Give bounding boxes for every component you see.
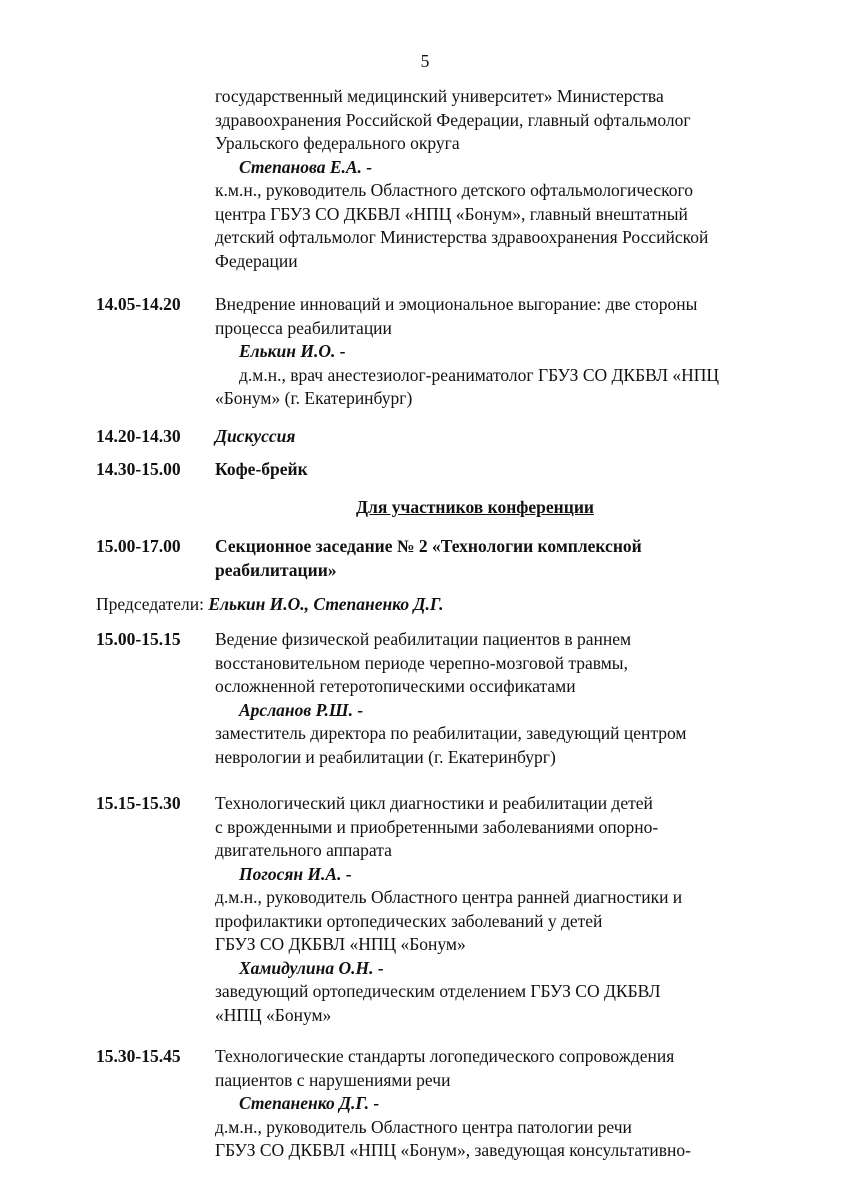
speaker-info-line: заместитель директора по реабилитации, заведующий центром <box>215 723 687 743</box>
coffee-break-title: Кофе-брейк <box>215 459 308 479</box>
program-item <box>215 293 795 411</box>
speaker-info-line: центра ГБУЗ СО ДКБВЛ «НПЦ «Бонум», главный внештатный <box>215 203 688 224</box>
speaker-name: Степаненко Д.Г. - <box>239 1093 380 1113</box>
speaker-info-line: профилактики ортопедических заболеваний у детей <box>215 910 603 931</box>
speaker-info-line: «Бонум» (г. Екатеринбург) <box>215 388 413 408</box>
speaker-info-line: детский офтальмолог Министерства здравоохранения Российской <box>215 227 709 247</box>
speaker-info-line: д.м.н., руководитель Областного центра ранней диагностики и <box>215 887 683 907</box>
continuation-block <box>215 85 795 273</box>
speaker-info-line: «НПЦ «Бонум» <box>215 1004 332 1025</box>
session-title-line: Секционное заседание № 2 «Технологии комплексной <box>215 536 642 556</box>
time-slot: 15.00-15.15 <box>96 629 181 649</box>
item-title-line: Технологические стандарты логопедического сопровождения <box>215 1046 675 1066</box>
item-title-line: Внедрение инноваций и эмоциональное выгорание: две стороны <box>215 294 698 314</box>
time-slot: 14.05-14.20 <box>96 294 181 314</box>
chairs-label: Председатели: <box>96 594 204 614</box>
item-title-line: восстановительном периоде черепно-мозговой травмы, <box>215 652 628 673</box>
item-title-line: с врожденными и приобретенными заболеваниями опорно- <box>215 816 659 837</box>
item-title-line: Технологический цикл диагностики и реабилитации детей <box>215 793 653 813</box>
text-line: государственный медицинский университет» Министерства <box>215 86 664 106</box>
time-slot: 14.20-14.30 <box>96 426 181 446</box>
speaker-info-line: неврологии и реабилитации (г. Екатеринбург) <box>215 746 556 767</box>
program-item <box>215 628 795 769</box>
chairs-names: Елькин И.О., Степаненко Д.Г. <box>208 594 444 614</box>
speaker-info-line: ГБУЗ СО ДКБВЛ «НПЦ «Бонум», заведующая консультативно- <box>215 1140 691 1160</box>
time-slot: 15.15-15.30 <box>96 793 181 813</box>
program-item <box>215 792 795 1027</box>
item-title-line: Ведение физической реабилитации пациентов в раннем <box>215 629 632 649</box>
speaker-info-line: к.м.н., руководитель Областного детского офтальмологического <box>215 180 693 200</box>
session-title-line: реабилитации» <box>215 559 337 580</box>
item-title-line: осложненной гетеротопическими оссификатами <box>215 676 576 696</box>
text-line: здравоохранения Российской Федерации, главный офтальмолог <box>215 109 691 130</box>
speaker-name: Елькин И.О. - <box>239 341 346 361</box>
speaker-info-line: Федерации <box>215 250 298 271</box>
text-line: Уральского федерального округа <box>215 133 460 153</box>
program-item <box>215 1045 795 1163</box>
speaker-name: Степанова Е.А. - <box>239 156 373 177</box>
item-title-line: двигательного аппарата <box>215 840 392 860</box>
session-title <box>215 535 795 582</box>
speaker-name: Хамидулина О.Н. - <box>239 957 384 978</box>
chairs-line <box>96 593 443 617</box>
item-title-line: процесса реабилитации <box>215 317 392 338</box>
speaker-name: Арсланов Р.Ш. - <box>239 699 364 720</box>
time-slot: 15.30-15.45 <box>96 1046 181 1066</box>
time-slot: 14.30-15.00 <box>96 459 181 479</box>
speaker-name: Погосян И.А. - <box>239 863 352 884</box>
speaker-info-line: д.м.н., руководитель Областного центра патологии речи <box>215 1116 632 1137</box>
speaker-info-line: д.м.н., врач анестезиолог-реаниматолог ГБУЗ СО ДКБВЛ «НПЦ <box>239 364 720 385</box>
page-number: 5 <box>420 51 430 71</box>
discussion-title: Дискуссия <box>215 426 296 446</box>
section-heading: Для участников конференции <box>356 497 594 517</box>
time-slot: 15.00-17.00 <box>96 536 181 556</box>
item-title-line: пациентов с нарушениями речи <box>215 1069 451 1090</box>
speaker-info-line: заведующий ортопедическим отделением ГБУЗ СО ДКБВЛ <box>215 981 661 1001</box>
speaker-info-line: ГБУЗ СО ДКБВЛ «НПЦ «Бонум» <box>215 934 466 954</box>
